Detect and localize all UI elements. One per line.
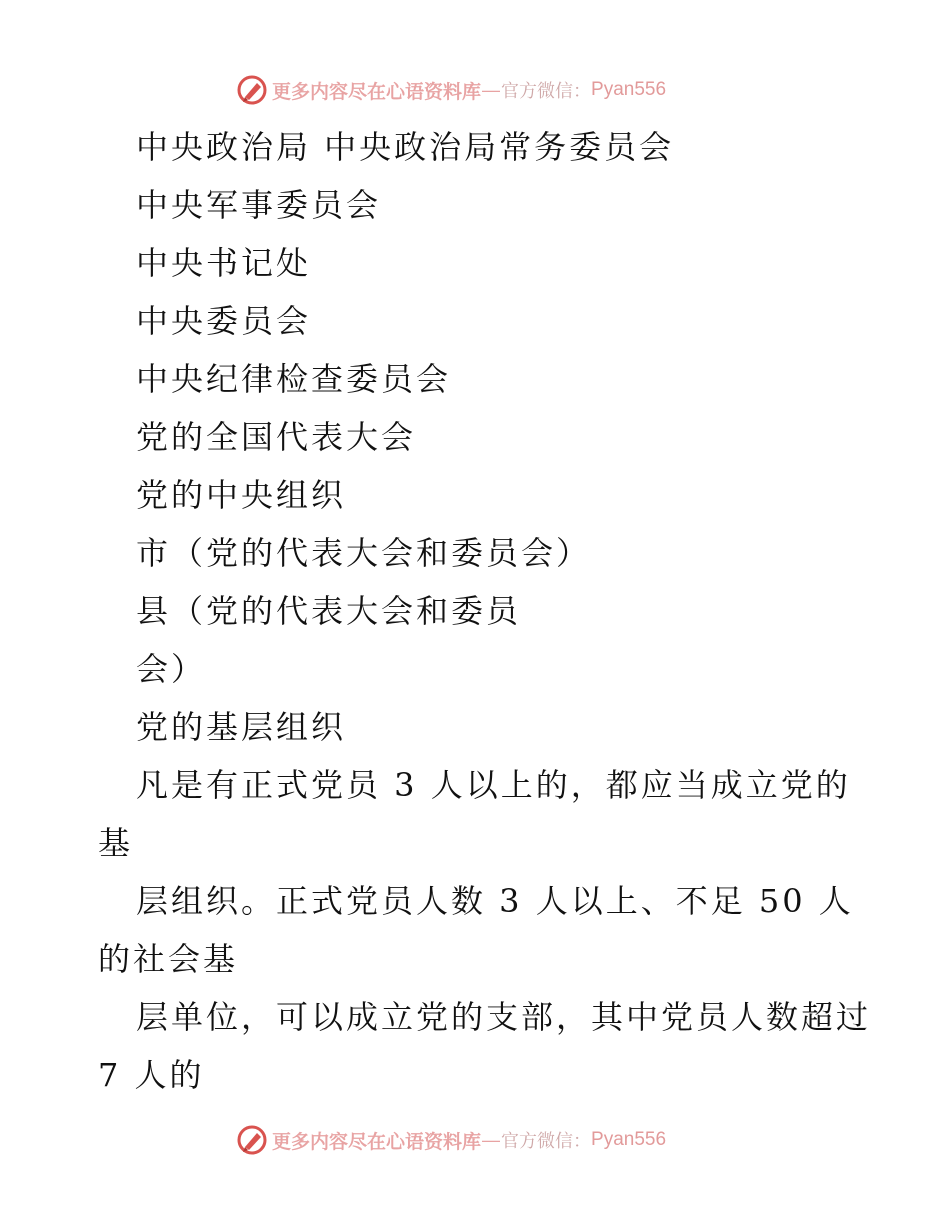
watermark-slogan: 更多内容尽在心语资料库 — [272, 1130, 482, 1153]
watermark-dash: — — [482, 79, 501, 100]
text-line: 中央委员会 — [136, 302, 312, 340]
text-line: 中央纪律检查委员会 — [136, 360, 452, 398]
header-watermark — [236, 72, 666, 108]
text-line: 中央政治局 中央政治局常务委员会 — [136, 128, 675, 166]
text-line: 凡是有正式党员 3 人以上的，都应当成立党的 — [136, 766, 851, 804]
text-line: 市（党的代表大会和委员会） — [136, 534, 592, 572]
text-line: 县（党的代表大会和委员 — [136, 592, 522, 630]
text-line: 会） — [136, 650, 207, 688]
text-line: 层组织。正式党员人数 3 人以上、不足 50 人 — [136, 882, 854, 920]
text-line: 基 — [98, 824, 134, 862]
watermark-wechat-id: Pyan556 — [591, 79, 667, 100]
text-line: 层单位，可以成立党的支部，其中党员人数超过 — [136, 998, 872, 1036]
text-line: 7 人的 — [98, 1056, 205, 1094]
watermark-wechat-id: Pyan556 — [591, 1129, 667, 1150]
text-line: 党的中央组织 — [136, 476, 347, 514]
text-line: 的社会基 — [98, 940, 239, 978]
text-line: 党的基层组织 — [136, 708, 347, 746]
watermark-wechat-label: 官方微信： — [501, 81, 592, 102]
text-line: 中央军事委员会 — [136, 186, 382, 224]
watermark-dash: — — [482, 1129, 501, 1150]
pen-logo-icon — [236, 1124, 268, 1156]
watermark-slogan: 更多内容尽在心语资料库 — [272, 80, 482, 103]
footer-watermark — [236, 1122, 666, 1158]
pen-logo-icon — [236, 74, 268, 106]
text-line: 中央书记处 — [136, 244, 312, 282]
watermark-wechat-label: 官方微信： — [501, 1131, 592, 1152]
text-line: 党的全国代表大会 — [136, 418, 417, 456]
